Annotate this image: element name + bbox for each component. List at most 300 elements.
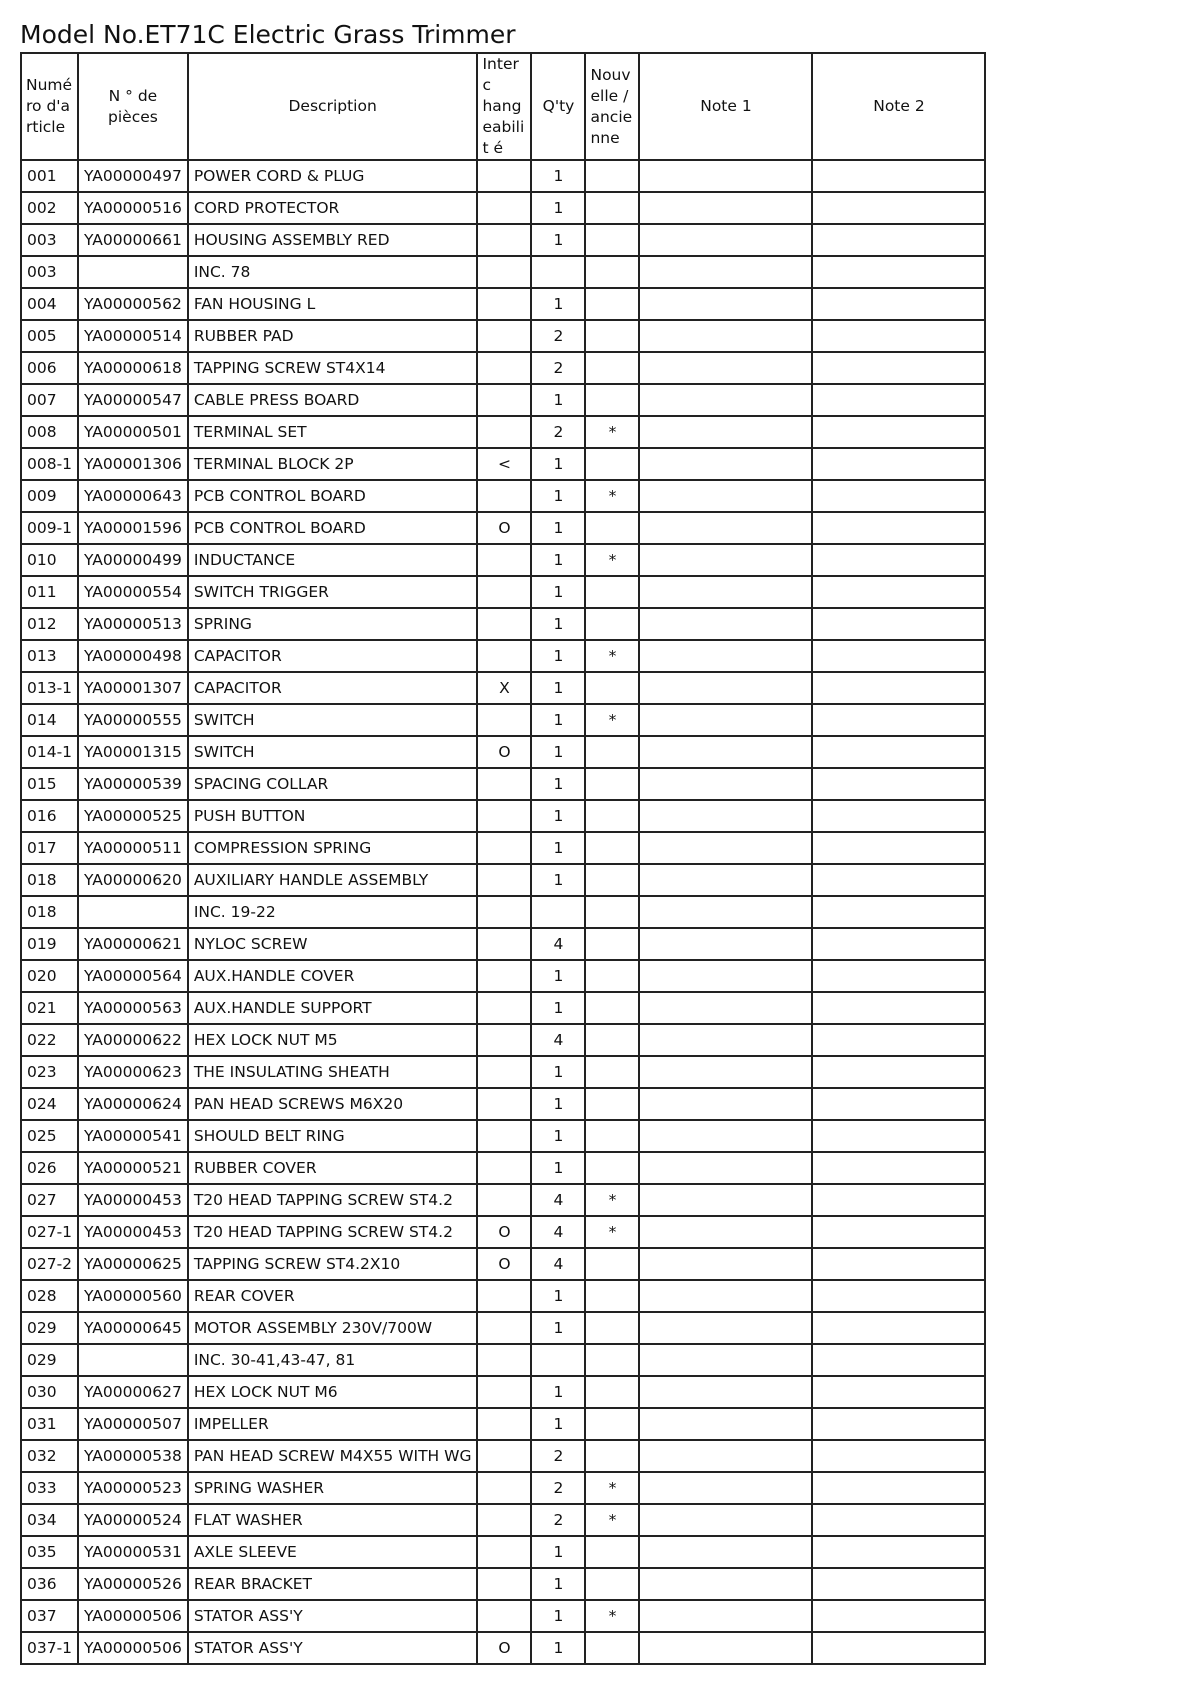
cell-article-no: 023 <box>21 1056 78 1088</box>
cell-description: SWITCH TRIGGER <box>188 576 478 608</box>
cell-description: REAR COVER <box>188 1280 478 1312</box>
cell-part-no: YA00000555 <box>78 704 188 736</box>
cell-part-no: YA00000645 <box>78 1312 188 1344</box>
cell-interchangeability: X <box>477 672 531 704</box>
cell-note-2 <box>812 896 985 928</box>
cell-interchangeability: O <box>477 1248 531 1280</box>
cell-article-no: 021 <box>21 992 78 1024</box>
header-note-2: Note 2 <box>812 53 985 160</box>
cell-interchangeability <box>477 1152 531 1184</box>
cell-new-old: * <box>585 1472 639 1504</box>
cell-part-no: YA00000453 <box>78 1216 188 1248</box>
table-row <box>21 640 985 672</box>
cell-article-no: 026 <box>21 1152 78 1184</box>
cell-qty: 2 <box>531 1440 585 1472</box>
cell-article-no: 033 <box>21 1472 78 1504</box>
table-row <box>21 608 985 640</box>
table-row <box>21 1376 985 1408</box>
cell-qty: 1 <box>531 576 585 608</box>
table-row <box>21 512 985 544</box>
cell-new-old <box>585 1568 639 1600</box>
cell-qty: 1 <box>531 672 585 704</box>
cell-part-no <box>78 1344 188 1376</box>
cell-article-no: 014 <box>21 704 78 736</box>
cell-description: AUX.HANDLE COVER <box>188 960 478 992</box>
table-row <box>21 1184 985 1216</box>
cell-qty: 1 <box>531 640 585 672</box>
cell-interchangeability: O <box>477 1632 531 1664</box>
cell-qty: 1 <box>531 1312 585 1344</box>
cell-new-old: * <box>585 704 639 736</box>
cell-description: CORD PROTECTOR <box>188 192 478 224</box>
cell-qty: 1 <box>531 1568 585 1600</box>
cell-new-old <box>585 768 639 800</box>
cell-part-no: YA00000525 <box>78 800 188 832</box>
cell-note-2 <box>812 1440 985 1472</box>
cell-note-1 <box>639 1408 812 1440</box>
cell-new-old <box>585 1536 639 1568</box>
cell-description: PUSH BUTTON <box>188 800 478 832</box>
cell-part-no: YA00000564 <box>78 960 188 992</box>
cell-part-no: YA00000506 <box>78 1600 188 1632</box>
table-row <box>21 960 985 992</box>
cell-description: MOTOR ASSEMBLY 230V/700W <box>188 1312 478 1344</box>
cell-description: PCB CONTROL BOARD <box>188 512 478 544</box>
cell-new-old <box>585 288 639 320</box>
cell-note-2 <box>812 1600 985 1632</box>
cell-interchangeability <box>477 640 531 672</box>
cell-description: T20 HEAD TAPPING SCREW ST4.2 <box>188 1184 478 1216</box>
cell-article-no: 008 <box>21 416 78 448</box>
cell-description: AUXILIARY HANDLE ASSEMBLY <box>188 864 478 896</box>
cell-part-no: YA00000541 <box>78 1120 188 1152</box>
cell-new-old <box>585 1408 639 1440</box>
cell-qty: 1 <box>531 1280 585 1312</box>
cell-note-2 <box>812 1568 985 1600</box>
cell-article-no: 010 <box>21 544 78 576</box>
cell-article-no: 027-1 <box>21 1216 78 1248</box>
cell-note-2 <box>812 1472 985 1504</box>
cell-article-no: 009 <box>21 480 78 512</box>
cell-interchangeability: O <box>477 512 531 544</box>
cell-interchangeability <box>477 1280 531 1312</box>
cell-interchangeability: O <box>477 736 531 768</box>
cell-note-2 <box>812 832 985 864</box>
cell-note-2 <box>812 1120 985 1152</box>
cell-article-no: 037-1 <box>21 1632 78 1664</box>
cell-new-old <box>585 512 639 544</box>
cell-part-no: YA00000547 <box>78 384 188 416</box>
cell-note-1 <box>639 1600 812 1632</box>
cell-new-old <box>585 928 639 960</box>
cell-new-old: * <box>585 1184 639 1216</box>
cell-note-1 <box>639 224 812 256</box>
cell-interchangeability <box>477 544 531 576</box>
table-row <box>21 320 985 352</box>
parts-table-body <box>21 160 985 1664</box>
cell-note-2 <box>812 448 985 480</box>
cell-part-no: YA00000453 <box>78 1184 188 1216</box>
cell-note-2 <box>812 1408 985 1440</box>
cell-note-2 <box>812 544 985 576</box>
cell-qty: 2 <box>531 416 585 448</box>
cell-note-1 <box>639 1472 812 1504</box>
cell-part-no: YA00001596 <box>78 512 188 544</box>
cell-new-old: * <box>585 416 639 448</box>
cell-part-no: YA00000624 <box>78 1088 188 1120</box>
cell-note-1 <box>639 1376 812 1408</box>
cell-note-1 <box>639 896 812 928</box>
cell-qty: 1 <box>531 736 585 768</box>
document-title: Model No.ET71C Electric Grass Trimmer <box>20 20 516 49</box>
cell-new-old <box>585 1632 639 1664</box>
cell-new-old <box>585 896 639 928</box>
cell-interchangeability <box>477 1120 531 1152</box>
cell-note-1 <box>639 928 812 960</box>
table-row <box>21 1600 985 1632</box>
cell-article-no: 027 <box>21 1184 78 1216</box>
cell-note-1 <box>639 1152 812 1184</box>
cell-new-old <box>585 1248 639 1280</box>
cell-article-no: 009-1 <box>21 512 78 544</box>
cell-description: CAPACITOR <box>188 640 478 672</box>
cell-part-no: YA00000538 <box>78 1440 188 1472</box>
table-row <box>21 1472 985 1504</box>
cell-part-no: YA00000521 <box>78 1152 188 1184</box>
header-note-1: Note 1 <box>639 53 812 160</box>
cell-description: AXLE SLEEVE <box>188 1536 478 1568</box>
cell-interchangeability <box>477 1088 531 1120</box>
cell-note-1 <box>639 384 812 416</box>
table-row <box>21 1440 985 1472</box>
table-row <box>21 896 985 928</box>
cell-qty: 1 <box>531 480 585 512</box>
table-row <box>21 864 985 896</box>
cell-description: PCB CONTROL BOARD <box>188 480 478 512</box>
cell-part-no: YA00000516 <box>78 192 188 224</box>
table-row <box>21 288 985 320</box>
cell-description: TERMINAL BLOCK 2P <box>188 448 478 480</box>
cell-note-1 <box>639 1184 812 1216</box>
cell-interchangeability <box>477 320 531 352</box>
cell-new-old: * <box>585 1504 639 1536</box>
cell-new-old <box>585 192 639 224</box>
cell-interchangeability <box>477 608 531 640</box>
cell-new-old <box>585 960 639 992</box>
cell-description: FAN HOUSING L <box>188 288 478 320</box>
cell-article-no: 004 <box>21 288 78 320</box>
cell-note-1 <box>639 192 812 224</box>
cell-part-no: YA00000621 <box>78 928 188 960</box>
table-row <box>21 416 985 448</box>
table-row <box>21 1152 985 1184</box>
table-row <box>21 992 985 1024</box>
cell-interchangeability: < <box>477 448 531 480</box>
cell-description: POWER CORD & PLUG <box>188 160 478 192</box>
cell-description: SWITCH <box>188 704 478 736</box>
cell-qty: 2 <box>531 352 585 384</box>
cell-article-no: 034 <box>21 1504 78 1536</box>
table-row <box>21 1312 985 1344</box>
cell-interchangeability <box>477 416 531 448</box>
cell-note-1 <box>639 864 812 896</box>
cell-interchangeability <box>477 224 531 256</box>
cell-interchangeability <box>477 1184 531 1216</box>
cell-interchangeability <box>477 1440 531 1472</box>
cell-interchangeability <box>477 256 531 288</box>
cell-article-no: 032 <box>21 1440 78 1472</box>
cell-part-no: YA00000501 <box>78 416 188 448</box>
cell-part-no: YA00000562 <box>78 288 188 320</box>
cell-new-old <box>585 160 639 192</box>
cell-part-no: YA00000539 <box>78 768 188 800</box>
cell-note-2 <box>812 1184 985 1216</box>
cell-note-1 <box>639 1504 812 1536</box>
cell-new-old <box>585 1280 639 1312</box>
cell-qty: 1 <box>531 864 585 896</box>
cell-new-old <box>585 320 639 352</box>
cell-article-no: 008-1 <box>21 448 78 480</box>
cell-qty: 1 <box>531 704 585 736</box>
cell-qty: 1 <box>531 800 585 832</box>
table-row <box>21 768 985 800</box>
table-row <box>21 1504 985 1536</box>
cell-qty: 1 <box>531 608 585 640</box>
cell-note-1 <box>639 352 812 384</box>
cell-interchangeability <box>477 768 531 800</box>
cell-note-2 <box>812 1088 985 1120</box>
table-row <box>21 736 985 768</box>
cell-qty <box>531 1344 585 1376</box>
cell-note-2 <box>812 1024 985 1056</box>
cell-description: HEX LOCK NUT M6 <box>188 1376 478 1408</box>
cell-new-old: * <box>585 544 639 576</box>
cell-new-old <box>585 736 639 768</box>
cell-new-old <box>585 1056 639 1088</box>
cell-qty: 1 <box>531 1056 585 1088</box>
cell-note-2 <box>812 928 985 960</box>
cell-description: RUBBER COVER <box>188 1152 478 1184</box>
table-row <box>21 1536 985 1568</box>
table-row <box>21 1248 985 1280</box>
cell-note-2 <box>812 800 985 832</box>
cell-article-no: 011 <box>21 576 78 608</box>
cell-qty <box>531 896 585 928</box>
cell-description: RUBBER PAD <box>188 320 478 352</box>
cell-part-no: YA00000497 <box>78 160 188 192</box>
cell-note-1 <box>639 672 812 704</box>
cell-interchangeability <box>477 896 531 928</box>
cell-note-2 <box>812 288 985 320</box>
cell-note-1 <box>639 320 812 352</box>
cell-note-2 <box>812 960 985 992</box>
cell-note-1 <box>639 160 812 192</box>
cell-article-no: 018 <box>21 864 78 896</box>
cell-note-1 <box>639 288 812 320</box>
cell-description: INC. 19-22 <box>188 896 478 928</box>
cell-part-no: YA00000625 <box>78 1248 188 1280</box>
header-article-no: Numé ro d'a rticle <box>21 53 78 160</box>
cell-article-no: 002 <box>21 192 78 224</box>
cell-qty: 1 <box>531 1152 585 1184</box>
cell-interchangeability: O <box>477 1216 531 1248</box>
cell-description: FLAT WASHER <box>188 1504 478 1536</box>
header-interchangeability: Interc hang eabilit é <box>477 53 531 160</box>
cell-note-2 <box>812 192 985 224</box>
cell-note-1 <box>639 1344 812 1376</box>
cell-note-1 <box>639 768 812 800</box>
cell-part-no <box>78 256 188 288</box>
cell-note-1 <box>639 960 812 992</box>
table-row <box>21 160 985 192</box>
cell-note-1 <box>639 512 812 544</box>
cell-new-old <box>585 1376 639 1408</box>
cell-interchangeability <box>477 960 531 992</box>
cell-note-2 <box>812 1056 985 1088</box>
table-row <box>21 1408 985 1440</box>
cell-article-no: 036 <box>21 1568 78 1600</box>
cell-description: STATOR ASS'Y <box>188 1632 478 1664</box>
cell-interchangeability <box>477 800 531 832</box>
cell-new-old <box>585 608 639 640</box>
cell-qty: 1 <box>531 832 585 864</box>
cell-new-old <box>585 1120 639 1152</box>
cell-new-old: * <box>585 640 639 672</box>
cell-part-no: YA00000643 <box>78 480 188 512</box>
cell-article-no: 025 <box>21 1120 78 1152</box>
cell-note-2 <box>812 480 985 512</box>
cell-qty: 4 <box>531 1024 585 1056</box>
cell-qty: 1 <box>531 960 585 992</box>
cell-article-no: 019 <box>21 928 78 960</box>
table-row <box>21 928 985 960</box>
cell-note-1 <box>639 1216 812 1248</box>
cell-article-no: 037 <box>21 1600 78 1632</box>
cell-note-1 <box>639 1248 812 1280</box>
cell-qty: 1 <box>531 1536 585 1568</box>
parts-table <box>20 52 986 1665</box>
cell-part-no: YA00000523 <box>78 1472 188 1504</box>
cell-qty: 1 <box>531 192 585 224</box>
cell-note-2 <box>812 160 985 192</box>
cell-note-1 <box>639 576 812 608</box>
cell-part-no: YA00000554 <box>78 576 188 608</box>
cell-part-no: YA00000531 <box>78 1536 188 1568</box>
cell-article-no: 013-1 <box>21 672 78 704</box>
cell-note-2 <box>812 1376 985 1408</box>
cell-new-old <box>585 800 639 832</box>
cell-description: HEX LOCK NUT M5 <box>188 1024 478 1056</box>
cell-qty: 1 <box>531 544 585 576</box>
cell-description: PAN HEAD SCREWS M6X20 <box>188 1088 478 1120</box>
cell-description: THE INSULATING SHEATH <box>188 1056 478 1088</box>
cell-interchangeability <box>477 864 531 896</box>
cell-note-2 <box>812 416 985 448</box>
cell-note-1 <box>639 256 812 288</box>
table-row <box>21 224 985 256</box>
cell-new-old <box>585 1440 639 1472</box>
cell-description: TAPPING SCREW ST4X14 <box>188 352 478 384</box>
cell-note-2 <box>812 768 985 800</box>
table-row <box>21 544 985 576</box>
cell-article-no: 022 <box>21 1024 78 1056</box>
cell-part-no: YA00000560 <box>78 1280 188 1312</box>
cell-part-no: YA00000506 <box>78 1632 188 1664</box>
cell-qty: 1 <box>531 448 585 480</box>
cell-qty: 1 <box>531 768 585 800</box>
cell-article-no: 020 <box>21 960 78 992</box>
table-row <box>21 1024 985 1056</box>
cell-interchangeability <box>477 928 531 960</box>
cell-article-no: 016 <box>21 800 78 832</box>
cell-article-no: 029 <box>21 1312 78 1344</box>
cell-description: REAR BRACKET <box>188 1568 478 1600</box>
cell-article-no: 003 <box>21 224 78 256</box>
cell-new-old <box>585 1152 639 1184</box>
cell-note-1 <box>639 1024 812 1056</box>
cell-new-old <box>585 224 639 256</box>
cell-note-1 <box>639 640 812 672</box>
cell-qty: 2 <box>531 1504 585 1536</box>
cell-article-no: 027-2 <box>21 1248 78 1280</box>
table-row <box>21 480 985 512</box>
cell-qty: 1 <box>531 1120 585 1152</box>
cell-article-no: 028 <box>21 1280 78 1312</box>
cell-note-2 <box>812 1344 985 1376</box>
cell-article-no: 006 <box>21 352 78 384</box>
cell-article-no: 018 <box>21 896 78 928</box>
cell-qty: 1 <box>531 992 585 1024</box>
header-description: Description <box>188 53 478 160</box>
cell-note-2 <box>812 608 985 640</box>
cell-interchangeability <box>477 704 531 736</box>
cell-qty: 1 <box>531 224 585 256</box>
cell-qty: 1 <box>531 1088 585 1120</box>
cell-new-old <box>585 1024 639 1056</box>
cell-article-no: 029 <box>21 1344 78 1376</box>
cell-part-no: YA00000620 <box>78 864 188 896</box>
cell-note-1 <box>639 1568 812 1600</box>
cell-interchangeability <box>477 832 531 864</box>
cell-qty: 2 <box>531 1472 585 1504</box>
cell-new-old <box>585 448 639 480</box>
cell-part-no <box>78 896 188 928</box>
cell-part-no: YA00000498 <box>78 640 188 672</box>
table-row <box>21 1120 985 1152</box>
cell-description: STATOR ASS'Y <box>188 1600 478 1632</box>
cell-new-old: * <box>585 1216 639 1248</box>
cell-article-no: 012 <box>21 608 78 640</box>
cell-part-no: YA00000499 <box>78 544 188 576</box>
cell-interchangeability <box>477 1600 531 1632</box>
cell-part-no: YA00000513 <box>78 608 188 640</box>
table-row <box>21 1216 985 1248</box>
cell-qty: 4 <box>531 1248 585 1280</box>
cell-interchangeability <box>477 1376 531 1408</box>
cell-description: SPRING WASHER <box>188 1472 478 1504</box>
table-row <box>21 448 985 480</box>
cell-part-no: YA00000623 <box>78 1056 188 1088</box>
cell-article-no: 014-1 <box>21 736 78 768</box>
header-qty: Q'ty <box>531 53 585 160</box>
cell-description: T20 HEAD TAPPING SCREW ST4.2 <box>188 1216 478 1248</box>
cell-qty: 1 <box>531 1376 585 1408</box>
cell-description: COMPRESSION SPRING <box>188 832 478 864</box>
cell-description: INDUCTANCE <box>188 544 478 576</box>
table-row <box>21 384 985 416</box>
cell-interchangeability <box>477 992 531 1024</box>
cell-new-old <box>585 576 639 608</box>
